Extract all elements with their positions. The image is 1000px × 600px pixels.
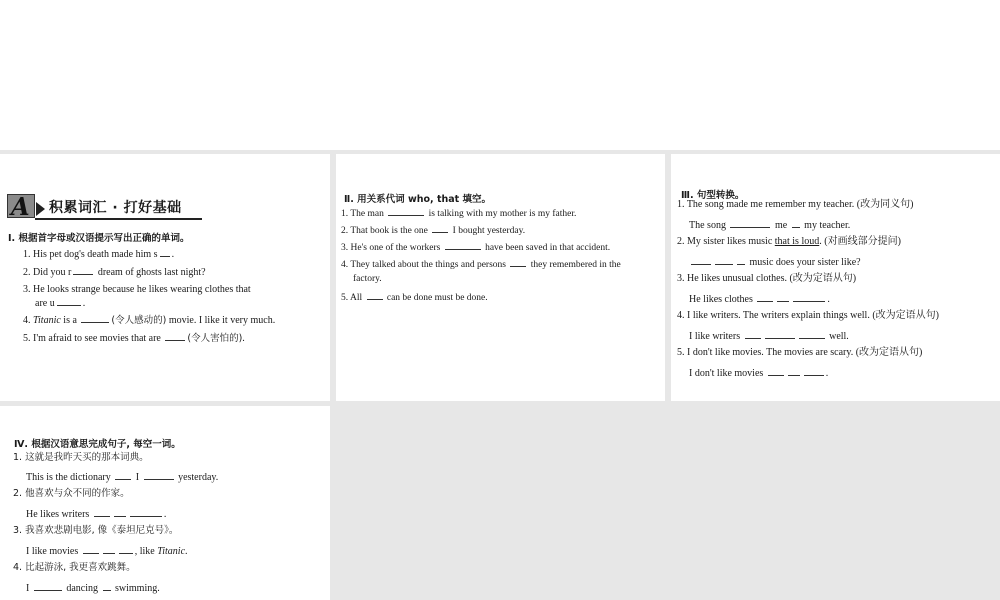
answer-blank[interactable]	[777, 292, 789, 302]
exercise-item: 3. He looks strange because he likes wearing clothes that	[23, 284, 251, 295]
answer-blank[interactable]	[768, 366, 784, 376]
answer-blank[interactable]	[691, 255, 711, 265]
badge-arrow-icon	[36, 202, 45, 216]
exercise-answer: He likes writers .	[26, 509, 167, 520]
exercise-question: 3. He likes unusual clothes. (改为定语从句)	[677, 273, 857, 284]
answer-blank[interactable]	[103, 544, 115, 554]
answer-blank[interactable]	[165, 331, 185, 341]
exercise-question: 1. 这就是我昨天买的那本词典。	[13, 452, 149, 463]
exercise-answer: I like movies , like Titanic.	[26, 546, 188, 557]
section-title-text: 积累词汇 · 打好基础	[49, 200, 182, 216]
exercise-question: 4. 比起游泳, 我更喜欢跳舞。	[13, 562, 136, 573]
exercise-item: 1. His pet dog's death made him s .	[23, 249, 175, 260]
exercise-heading-4: Ⅳ. 根据汉语意思完成句子, 每空一词。	[14, 439, 181, 450]
answer-blank[interactable]	[445, 240, 481, 250]
exercise-question: 4. I like writers. The writers explain things well. (改为定语从句)	[677, 310, 939, 321]
exercise-answer: He likes clothes .	[689, 294, 830, 305]
exercise-question: 3. 我喜欢悲剧电影, 像《泰坦尼克号》。	[13, 525, 179, 536]
answer-blank[interactable]	[103, 581, 111, 591]
exercise-item: 5. I'm afraid to see movies that are (令人害怕的).	[23, 333, 245, 344]
exercise-item: 2. Did you r dream of ghosts last night?	[23, 267, 206, 278]
exercise-answer: I dancing swimming.	[26, 583, 160, 594]
exercise-answer: The song me my teacher.	[689, 220, 851, 231]
answer-blank[interactable]	[757, 292, 773, 302]
exercise-answer: I like writers well.	[689, 331, 849, 342]
answer-blank[interactable]	[804, 366, 824, 376]
answer-blank[interactable]	[388, 206, 424, 216]
exercise-question: 2. 他喜欢与众不同的作家。	[13, 488, 130, 499]
answer-blank[interactable]	[765, 329, 795, 339]
answer-blank[interactable]	[788, 366, 800, 376]
answer-blank[interactable]	[737, 255, 745, 265]
answer-blank[interactable]	[130, 507, 162, 517]
answer-blank[interactable]	[144, 470, 174, 480]
exercise-heading-3: Ⅲ. 句型转换。	[681, 190, 745, 201]
answer-blank[interactable]	[119, 544, 133, 554]
section-badge	[7, 192, 35, 221]
answer-blank[interactable]	[793, 292, 825, 302]
exercise-question: 2. My sister likes music that is loud. (对画线部分提问)	[677, 236, 901, 247]
answer-blank[interactable]	[715, 255, 733, 265]
exercise-item: 2. That book is the one I bought yesterday.	[341, 223, 525, 237]
exercise-heading-1: Ⅰ. 根据首字母或汉语提示写出正确的单词。	[8, 233, 190, 244]
answer-blank[interactable]	[745, 329, 761, 339]
exercise-question: 1. The song made me remember my teacher. (改为同义句)	[677, 199, 914, 210]
panel-relative-pronouns	[336, 154, 665, 401]
answer-blank[interactable]	[510, 257, 526, 267]
exercise-item-continuation: factory.	[353, 274, 382, 284]
answer-blank[interactable]	[73, 265, 93, 275]
exercise-answer: music does your sister like?	[689, 255, 861, 269]
exercise-item: 4. Titanic is a (令人感动的) movie. I like it very much.	[23, 315, 276, 326]
exercise-answer: This is the dictionary I yesterday.	[26, 472, 219, 483]
answer-blank[interactable]	[730, 218, 770, 228]
answer-blank[interactable]	[160, 247, 170, 257]
badge-letter: A	[11, 192, 30, 221]
answer-blank[interactable]	[432, 223, 448, 233]
answer-blank[interactable]	[367, 290, 383, 300]
underlined-phrase: that is loud	[774, 236, 820, 247]
answer-blank[interactable]	[114, 507, 126, 517]
answer-blank[interactable]	[57, 296, 81, 306]
panel-translation	[0, 406, 330, 600]
panel-sentence-transformation	[671, 154, 1000, 401]
answer-blank[interactable]	[799, 329, 825, 339]
exercise-item: 1. The man is talking with my mother is my father.	[341, 206, 576, 220]
exercise-item: 3. He's one of the workers have been saved in that accident.	[341, 240, 610, 254]
panel-vocabulary	[0, 154, 330, 401]
answer-blank[interactable]	[94, 507, 110, 517]
exercise-item: 5. All can be done must be done.	[341, 290, 488, 304]
title-underline	[35, 218, 202, 220]
exercise-answer: I don't like movies .	[689, 368, 829, 379]
section-title	[7, 194, 202, 220]
answer-blank[interactable]	[792, 218, 800, 228]
answer-blank[interactable]	[34, 581, 62, 591]
exercise-item: 4. They talked about the things and persons they remembered in the	[341, 257, 621, 271]
answer-blank[interactable]	[83, 544, 99, 554]
answer-blank[interactable]	[81, 313, 109, 323]
answer-blank[interactable]	[115, 470, 131, 480]
exercise-question: 5. I don't like movies. The movies are scary. (改为定语从句)	[677, 347, 923, 358]
exercise-heading-2: Ⅱ. 用关系代词 who, that 填空。	[344, 194, 492, 205]
exercise-item-continuation: are u .	[35, 298, 86, 309]
